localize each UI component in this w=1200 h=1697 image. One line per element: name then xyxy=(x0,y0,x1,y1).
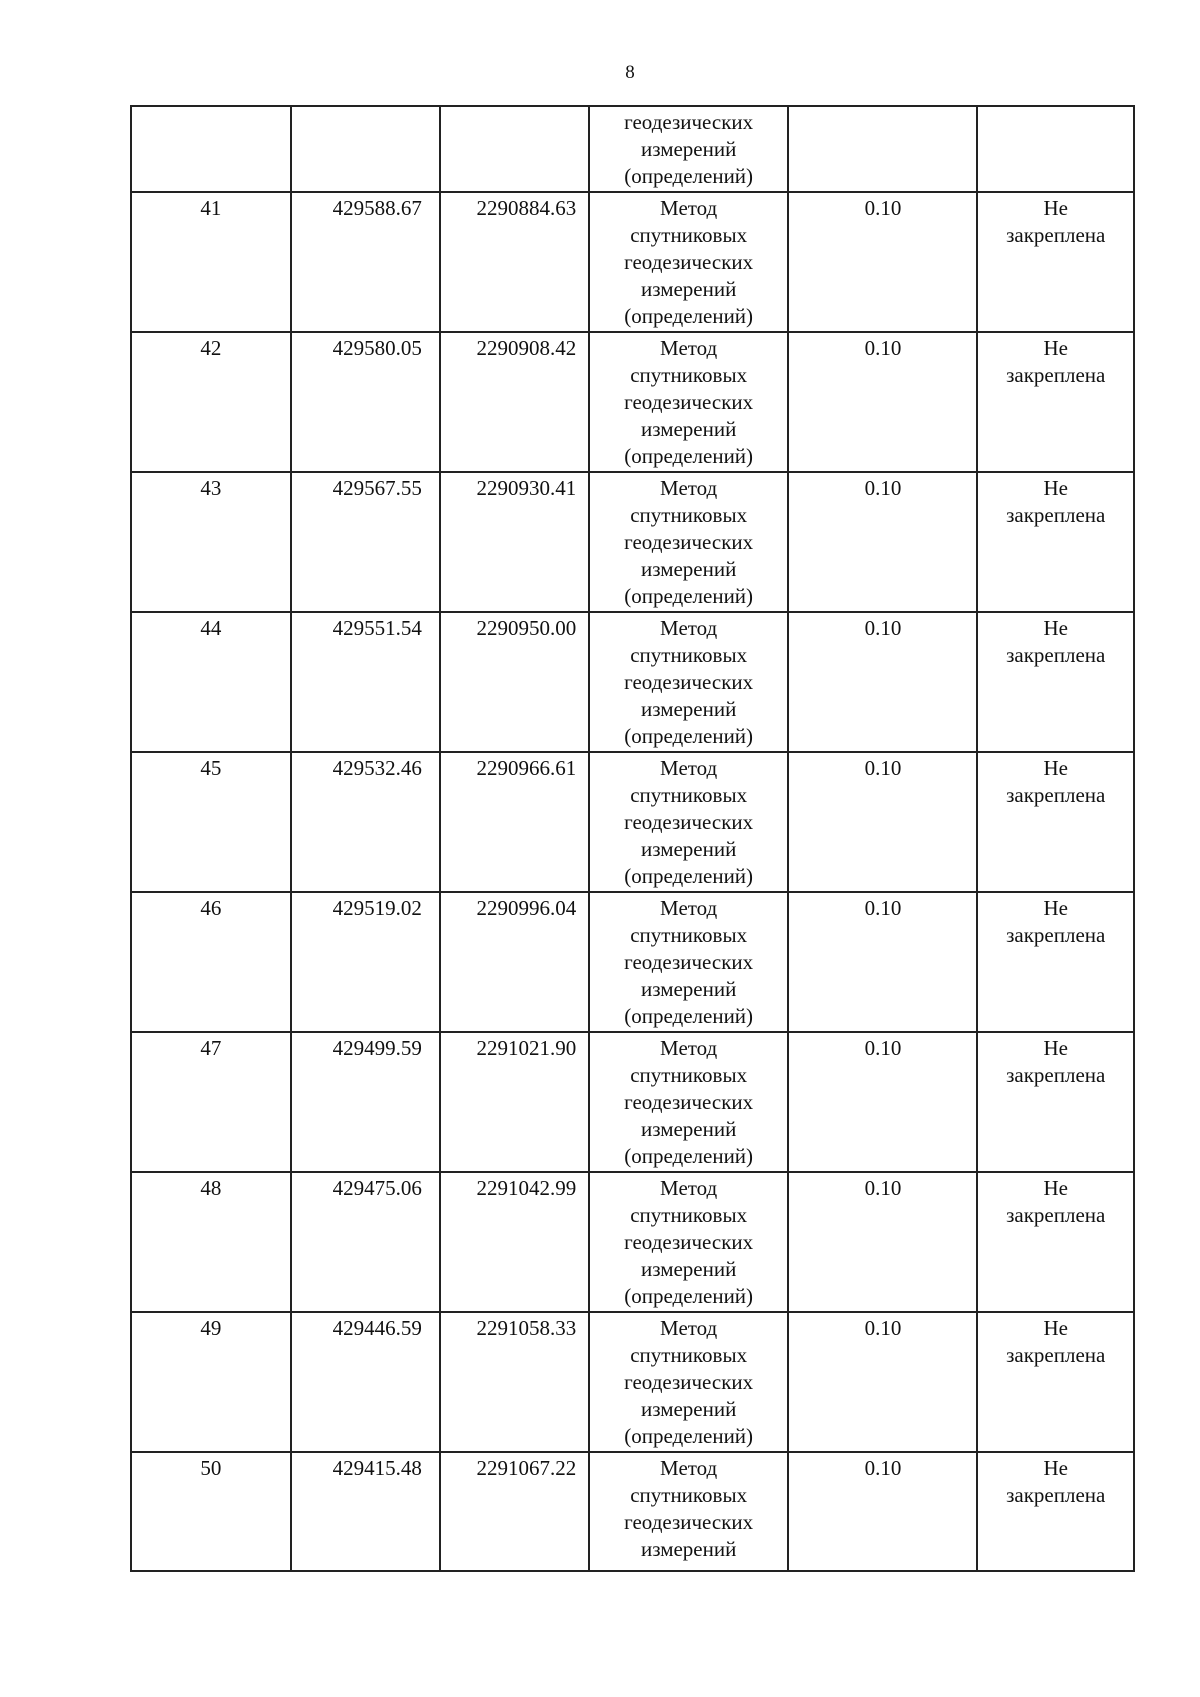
cell-method-line: измерений xyxy=(640,1257,737,1281)
cell-status-line: закреплена xyxy=(1006,363,1106,387)
cell-method-line: Метод xyxy=(660,1176,718,1200)
cell-method-line: Метод xyxy=(660,476,718,500)
cell-y-coordinate-line: 2290930.41 xyxy=(476,476,577,500)
cell-method xyxy=(589,752,789,892)
cell-point-number-line: 46 xyxy=(200,896,222,920)
cell-x-coordinate-line: 429567.55 xyxy=(332,476,422,500)
cell-x-coordinate-line: 429415.48 xyxy=(332,1456,422,1480)
cell-accuracy-line: 0.10 xyxy=(864,756,902,780)
cell-status xyxy=(977,332,1134,472)
cell-x-coordinate xyxy=(291,332,440,472)
cell-method xyxy=(589,472,789,612)
cell-status-line: закреплена xyxy=(1006,1063,1106,1087)
cell-y-coordinate xyxy=(440,192,589,332)
cell-method xyxy=(589,106,789,192)
cell-method xyxy=(589,192,789,332)
cell-x-coordinate-line: 429580.05 xyxy=(332,336,422,360)
cell-method-line: измерений xyxy=(640,1537,737,1561)
cell-x-coordinate xyxy=(291,1172,440,1312)
cell-point-number xyxy=(131,332,291,472)
cell-point-number xyxy=(131,192,291,332)
table-row-continued xyxy=(131,106,1134,192)
cell-x-coordinate xyxy=(291,1312,440,1452)
cell-method-line: (определений) xyxy=(624,1004,754,1028)
cell-accuracy xyxy=(788,612,977,752)
cell-status-line: закреплена xyxy=(1006,223,1106,247)
table-row xyxy=(131,332,1134,472)
cell-method-line: спутниковых xyxy=(630,783,748,807)
cell-point-number xyxy=(131,1172,291,1312)
table-row xyxy=(131,612,1134,752)
cell-status-line: закреплена xyxy=(1006,783,1106,807)
cell-status-line: Не xyxy=(1043,196,1068,220)
cell-method-line: геодезических xyxy=(624,950,754,974)
cell-point-number xyxy=(131,1312,291,1452)
cell-accuracy xyxy=(788,106,977,192)
cell-method-line: геодезических xyxy=(624,390,754,414)
cell-status-line: закреплена xyxy=(1006,1343,1106,1367)
cell-y-coordinate xyxy=(440,612,589,752)
cell-method-line: (определений) xyxy=(624,304,754,328)
cell-status-line: Не xyxy=(1043,1036,1068,1060)
cell-accuracy-line: 0.10 xyxy=(864,896,902,920)
cell-x-coordinate-line: 429519.02 xyxy=(332,896,422,920)
cell-method-line: измерений xyxy=(640,557,737,581)
cell-x-coordinate xyxy=(291,892,440,1032)
cell-x-coordinate xyxy=(291,1452,440,1571)
cell-y-coordinate-line: 2291067.22 xyxy=(476,1456,577,1480)
cell-y-coordinate xyxy=(440,1032,589,1172)
cell-method-line: измерений xyxy=(640,977,737,1001)
cell-status-line: закреплена xyxy=(1006,503,1106,527)
cell-status-line: Не xyxy=(1043,896,1068,920)
cell-method-line: спутниковых xyxy=(630,363,748,387)
cell-method xyxy=(589,892,789,1032)
cell-status-line: закреплена xyxy=(1006,1203,1106,1227)
cell-y-coordinate xyxy=(440,1172,589,1312)
cell-method-line: (определений) xyxy=(624,724,754,748)
cell-point-number-line: 45 xyxy=(200,756,222,780)
cell-method xyxy=(589,1032,789,1172)
cell-method xyxy=(589,1452,789,1571)
table-row xyxy=(131,752,1134,892)
cell-point-number-line: 48 xyxy=(200,1176,222,1200)
cell-method-line: Метод xyxy=(660,336,718,360)
cell-accuracy xyxy=(788,1452,977,1571)
cell-accuracy xyxy=(788,1032,977,1172)
cell-method-line: Метод xyxy=(660,1316,718,1340)
cell-status xyxy=(977,472,1134,612)
cell-status xyxy=(977,1172,1134,1312)
cell-method-line: геодезических xyxy=(624,1370,754,1394)
cell-point-number xyxy=(131,612,291,752)
table-row xyxy=(131,1032,1134,1172)
cell-method-line: (определений) xyxy=(624,864,754,888)
cell-method-line: (определений) xyxy=(624,444,754,468)
cell-x-coordinate-line: 429551.54 xyxy=(332,616,422,640)
cell-y-coordinate xyxy=(440,752,589,892)
cell-status xyxy=(977,106,1134,192)
cell-method-line: геодезических xyxy=(624,810,754,834)
cell-y-coordinate xyxy=(440,332,589,472)
cell-status xyxy=(977,192,1134,332)
method-line: измерений xyxy=(640,137,737,161)
cell-method-line: спутниковых xyxy=(630,1063,748,1087)
cell-x-coordinate xyxy=(291,612,440,752)
cell-y-coordinate xyxy=(440,472,589,612)
cell-method-line: (определений) xyxy=(624,1144,754,1168)
cell-method-line: Метод xyxy=(660,1036,718,1060)
cell-status-line: закреплена xyxy=(1006,923,1106,947)
cell-point-number-line: 41 xyxy=(200,196,222,220)
cell-x-coordinate xyxy=(291,472,440,612)
cell-method-line: геодезических xyxy=(624,250,754,274)
cell-accuracy xyxy=(788,752,977,892)
cell-status xyxy=(977,612,1134,752)
cell-method xyxy=(589,612,789,752)
cell-x-coordinate xyxy=(291,752,440,892)
cell-y-coordinate-line: 2290966.61 xyxy=(476,756,577,780)
cell-method-line: измерений xyxy=(640,1397,737,1421)
cell-y-coordinate-line: 2291021.90 xyxy=(476,1036,577,1060)
cell-x-coordinate xyxy=(291,106,440,192)
cell-y-coordinate-line: 2290996.04 xyxy=(476,896,577,920)
cell-y-coordinate xyxy=(440,1452,589,1571)
method-line: (определений) xyxy=(624,164,754,188)
cell-point-number xyxy=(131,1032,291,1172)
cell-method-line: Метод xyxy=(660,896,718,920)
cell-method-line: геодезических xyxy=(624,1090,754,1114)
cell-y-coordinate xyxy=(440,106,589,192)
cell-y-coordinate-line: 2290950.00 xyxy=(476,616,577,640)
cell-status xyxy=(977,1032,1134,1172)
cell-method xyxy=(589,1172,789,1312)
cell-accuracy-line: 0.10 xyxy=(864,1176,902,1200)
cell-method-line: спутниковых xyxy=(630,923,748,947)
cell-x-coordinate-line: 429499.59 xyxy=(332,1036,422,1060)
cell-method-line: геодезических xyxy=(624,1230,754,1254)
table-row xyxy=(131,892,1134,1032)
cell-accuracy-line: 0.10 xyxy=(864,476,902,500)
table-row xyxy=(131,1452,1134,1571)
cell-point-number-line: 47 xyxy=(200,1036,222,1060)
cell-status-line: Не xyxy=(1043,1176,1068,1200)
cell-method xyxy=(589,332,789,472)
cell-y-coordinate-line: 2291058.33 xyxy=(476,1316,577,1340)
cell-status-line: Не xyxy=(1043,1316,1068,1340)
cell-y-coordinate-line: 2290908.42 xyxy=(476,336,577,360)
cell-status-line: Не xyxy=(1043,1456,1068,1480)
cell-method-line: измерений xyxy=(640,277,737,301)
cell-method-line: спутниковых xyxy=(630,1203,748,1227)
cell-method-line: Метод xyxy=(660,1456,718,1480)
cell-method-line: спутниковых xyxy=(630,503,748,527)
cell-point-number-line: 49 xyxy=(200,1316,222,1340)
coordinates-table xyxy=(130,105,1135,1572)
cell-y-coordinate-line: 2290884.63 xyxy=(476,196,577,220)
cell-status xyxy=(977,892,1134,1032)
cell-method-line: измерений xyxy=(640,417,737,441)
cell-x-coordinate xyxy=(291,192,440,332)
cell-x-coordinate-line: 429475.06 xyxy=(332,1176,422,1200)
cell-method-line: спутниковых xyxy=(630,1483,748,1507)
cell-status-line: Не xyxy=(1043,476,1068,500)
cell-accuracy xyxy=(788,892,977,1032)
cell-point-number-line: 50 xyxy=(200,1456,222,1480)
cell-point-number xyxy=(131,106,291,192)
cell-method-line: (определений) xyxy=(624,1424,754,1448)
cell-accuracy-line: 0.10 xyxy=(864,196,902,220)
cell-status-line: закреплена xyxy=(1006,1483,1106,1507)
cell-accuracy-line: 0.10 xyxy=(864,616,902,640)
cell-method-line: спутниковых xyxy=(630,1343,748,1367)
cell-method-line: Метод xyxy=(660,616,718,640)
cell-accuracy-line: 0.10 xyxy=(864,336,902,360)
table-body xyxy=(131,106,1134,1571)
cell-accuracy-line: 0.10 xyxy=(864,1036,902,1060)
page-number: 8 xyxy=(625,62,635,83)
cell-method-line: Метод xyxy=(660,196,718,220)
cell-y-coordinate-line: 2291042.99 xyxy=(476,1176,577,1200)
cell-method-line: измерений xyxy=(640,1117,737,1141)
cell-y-coordinate xyxy=(440,1312,589,1452)
cell-method-line: геодезических xyxy=(624,670,754,694)
cell-point-number xyxy=(131,752,291,892)
table-row xyxy=(131,192,1134,332)
cell-method-line: геодезических xyxy=(624,530,754,554)
cell-accuracy xyxy=(788,192,977,332)
cell-x-coordinate-line: 429532.46 xyxy=(332,756,422,780)
cell-accuracy-line: 0.10 xyxy=(864,1456,902,1480)
cell-status xyxy=(977,752,1134,892)
table-row xyxy=(131,1172,1134,1312)
table-row xyxy=(131,1312,1134,1452)
cell-x-coordinate xyxy=(291,1032,440,1172)
cell-method-line: измерений xyxy=(640,697,737,721)
cell-accuracy xyxy=(788,332,977,472)
cell-x-coordinate-line: 429446.59 xyxy=(332,1316,422,1340)
cell-point-number xyxy=(131,1452,291,1571)
cell-method-line: геодезических xyxy=(624,1510,754,1534)
cell-status-line: Не xyxy=(1043,336,1068,360)
cell-status-line: закреплена xyxy=(1006,643,1106,667)
cell-method-line: спутниковых xyxy=(630,223,748,247)
cell-accuracy-line: 0.10 xyxy=(864,1316,902,1340)
cell-status-line: Не xyxy=(1043,756,1068,780)
cell-point-number-line: 43 xyxy=(200,476,222,500)
cell-method-line: измерений xyxy=(640,837,737,861)
cell-method-line: (определений) xyxy=(624,1284,754,1308)
cell-point-number xyxy=(131,472,291,612)
table-row xyxy=(131,472,1134,612)
cell-accuracy xyxy=(788,1312,977,1452)
cell-point-number-line: 42 xyxy=(200,336,222,360)
cell-x-coordinate-line: 429588.67 xyxy=(332,196,422,220)
cell-method xyxy=(589,1312,789,1452)
cell-point-number-line: 44 xyxy=(200,616,222,640)
cell-method-line: Метод xyxy=(660,756,718,780)
cell-accuracy xyxy=(788,472,977,612)
cell-y-coordinate xyxy=(440,892,589,1032)
cell-method-line: (определений) xyxy=(624,584,754,608)
cell-point-number xyxy=(131,892,291,1032)
method-line: геодезических xyxy=(624,110,754,134)
cell-status xyxy=(977,1452,1134,1571)
cell-accuracy xyxy=(788,1172,977,1312)
cell-status-line: Не xyxy=(1043,616,1068,640)
cell-status xyxy=(977,1312,1134,1452)
cell-method-line: спутниковых xyxy=(630,643,748,667)
